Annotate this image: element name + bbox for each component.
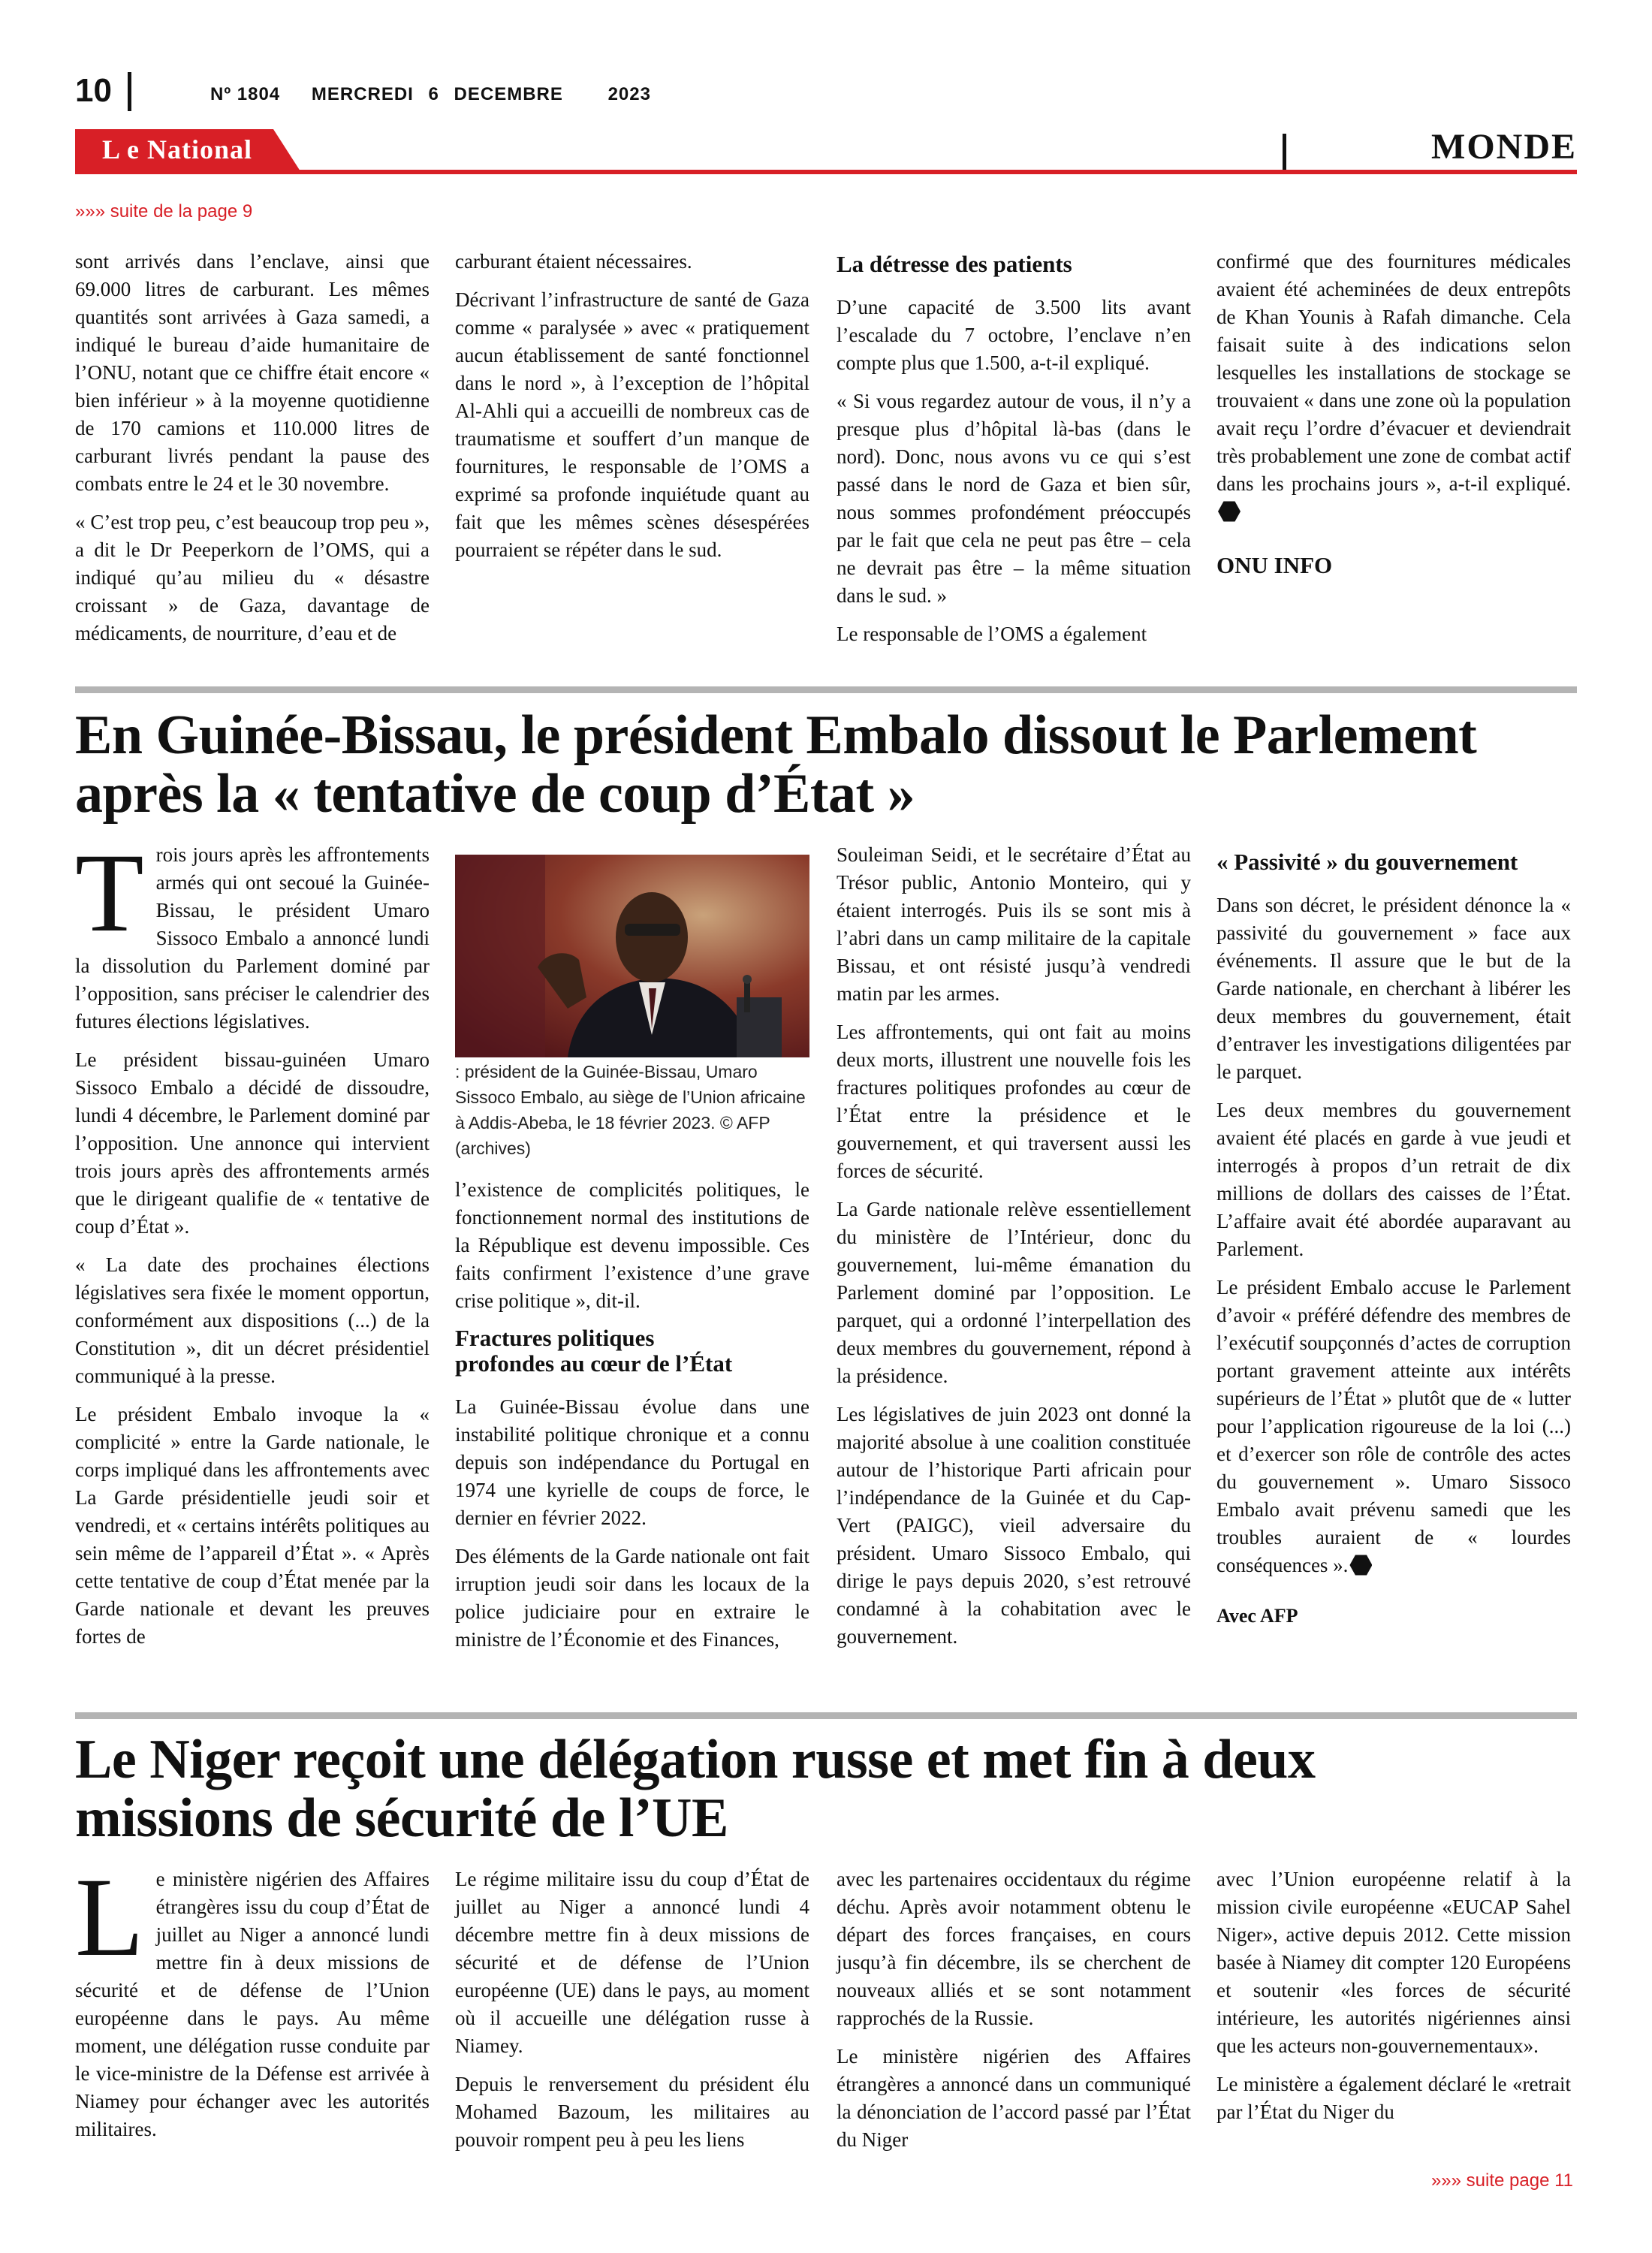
- article2-col2: [455, 1176, 809, 1664]
- paragraph: Le ministère a également déclaré le «retrait par l’État du Niger du: [1216, 2073, 1571, 2123]
- paragraph: sont arrivés dans l’enclave, ainsi que 69.000 litres de carburant. Les mêmes quantités sont arrivées à Gaza samedi, a indiqué le bureau d’aide humanitaire de l’ONU, notant que ce chiffre était encore « bien inférieur » à la moyenne quotidienne de 170 camions et 110.000 litres de carburant livrés pendant la pause des combats entre le 24 et le 30 novembre.: [75, 250, 430, 495]
- paragraph: Décrivant l’infrastructure de santé de Gaza comme « paralysée » avec « pratiquement aucun établissement de santé fonctionnel dans le nord », à l’exception de l’hôpital Al-Ahli qui a accueilli de nombreux cas de traumatisme et souffert d’un manque de fournitures, le responsable de l’OMS a exprimé sa profonde inquiétude quant au fait que les mêmes scènes désespérées pourraient se répéter dans le sud.: [455, 288, 809, 561]
- embalo-photo: [455, 855, 809, 1057]
- paragraph: Le régime militaire issu du coup d’État de juillet au Niger a annoncé lundi 4 décembre mettre fin à deux missions de sécurité et de défense de l’Union européenne (UE) dans le pays, au moment où il accueille une délégation russe à Niamey.: [455, 1868, 809, 2057]
- paragraph: Souleiman Seidi, et le secrétaire d’État au Trésor public, Antonio Monteiro, qui y étaient interrogés. Puis ils se sont mis à l’abri dans un camp militaire de la capitale Bissau, et ont résisté jusqu’à vendredi matin par les armes.: [837, 843, 1191, 1005]
- signature: Avec AFP: [1216, 1605, 1298, 1627]
- section-title: MONDE: [1431, 127, 1577, 167]
- paragraph: Depuis le renversement du président élu Mohamed Bazoum, les militaires au pouvoir rompent peu à peu les liens: [455, 2073, 809, 2151]
- paragraph: avec l’Union européenne relatif à la mission civile européenne «EUCAP Sahel Niger», active depuis 2012. Cette mission basée à Niamey dit compter 120 Européens et soutenir «les forces de sécurité intérieure, les autorités nigériennes ainsi que les acteurs non-gouvernementaux».: [1216, 1868, 1571, 2057]
- paragraph: Le président bissau-guinéen Umaro Sissoco Embalo a décidé de dissoudre, lundi 4 décembre, le Parlement dominé par l’opposition. Une annonce qui intervient trois jours après des affrontements armés que le dirigeant qualifie de « tentative de coup d’État ».: [75, 1048, 430, 1238]
- top-article-col4: [1216, 248, 1571, 579]
- paragraph: « C’est trop peu, c’est beaucoup trop peu », a dit le Dr Peeperkorn de l’OMS, qui a indiqué qu’au milieu du « désastre croissant » de Gaza, davantage de médicaments, de nourriture, d’eau et de: [75, 511, 430, 644]
- article3-col3: [837, 1865, 1191, 2164]
- top-article-col1: [75, 248, 430, 658]
- subheading-line: Fractures politiques: [455, 1325, 655, 1351]
- photo-caption: : président de la Guinée-Bissau, Umaro Sissoco Embalo, au siège de l’Union africaine à Addis-Abeba, le 18 février 2023. © AFP (archives): [455, 1062, 806, 1158]
- issue-day: 6: [428, 84, 439, 104]
- drop-cap: L: [75, 1855, 144, 1980]
- section-divider: [1283, 134, 1286, 170]
- paragraph: Dans son décret, le président dénonce la « passivité du gouvernement » face aux événements. Il assure que le but de la Garde nationale, en cherchant à libérer les deux membres du gouvernement, était d’entraver les investigations diligentées par le parquet.: [1216, 894, 1571, 1083]
- article2-col1: [75, 831, 430, 1661]
- paragraph: Les deux membres du gouvernement avaient été placés en garde à vue jeudi et interrogés à propos d’un retrait de dix millions de dollars des caisses de l’État. L’affaire avait été abordée auparavant au Parlement.: [1216, 1099, 1571, 1260]
- paragraph: D’une capacité de 3.500 lits avant l’escalade du 7 octobre, l’enclave n’en compte plus que 1.500, a-t-il expliqué.: [837, 296, 1191, 374]
- page-number-divider: [128, 72, 131, 111]
- top-article-col3: [837, 248, 1191, 659]
- paragraph-text: Le président Embalo accuse le Parlement d’avoir « préféré défendre des membres de l’exécutif soupçonnés d’actes de corruption portant gravement atteinte aux intérêts supérieurs de l’État » plutôt que de « lutter pour l’application rigoureuse de la loi (...) et d’exercer son rôle de contrôle des actes du gouvernement ». Umaro Sissoco Embalo avait prévenu samedi que les troubles auraient de « lourdes conséquences ».: [1216, 1276, 1571, 1576]
- paragraph: Les affrontements, qui ont fait au moins deux morts, illustrent une nouvelle fois les fractures politiques profondes au cœur de l’État entre la présidence et le gouvernement, et qui traversent aussi les forces de sécurité.: [837, 1021, 1191, 1182]
- president-photo-illustration: [455, 855, 809, 1057]
- lead-text: rois jours après les affrontements armés qui ont secoué la Guinée-Bissau, le président Umaro Sissoco Embalo a annoncé lundi la dissolution du Parlement dominé par l’opposition, sans préciser le calendrier des futures élections législatives.: [75, 843, 430, 1033]
- paragraph: La Guinée-Bissau évolue dans une instabilité politique chronique et a connu depuis son indépendance du Portugal en 1974 une kyrielle de coups de force, le dernier en février 2022.: [455, 1395, 809, 1529]
- lead-paragraph: [75, 831, 430, 1036]
- end-mark-icon: [1218, 500, 1241, 523]
- page-number: 10: [75, 72, 112, 109]
- paragraph: avec les partenaires occidentaux du régime déchu. Après avoir notamment obtenu le départ des forces françaises, en cours jusqu’à fin décembre, ils se cherchent de nouveaux alliés et se sont notamment rapprochés de la Russie.: [837, 1868, 1191, 2029]
- paragraph: [1216, 248, 1571, 526]
- issue-month: DECEMBRE: [454, 84, 563, 104]
- issue-number: Nº 1804: [210, 84, 281, 104]
- subheading: [455, 1326, 809, 1377]
- paragraph: Les législatives de juin 2023 ont donné la majorité absolue à une coalition constituée autour de l’historique Parti africain pour l’indépendance de la Guinée et du Cap-Vert (PAIGC), vieil adversaire du président. Umaro Sissoco Embalo, qui dirige le pays depuis 2020, s’est retrouvé condamné à la cohabitation avec le gouvernement.: [837, 1403, 1191, 1648]
- drop-cap: T: [75, 831, 144, 955]
- paragraph: Le responsable de l’OMS a également: [837, 623, 1147, 645]
- paragraph: Le ministère nigérien des Affaires étrangères a annoncé dans un communiqué la dénonciation de l’accord passé par l’État du Niger: [837, 2045, 1191, 2151]
- paragraph: Des éléments de la Garde nationale ont fait irruption jeudi soir dans les locaux de la police judiciaire pour en extraire le ministre de l’Économie et des Finances,: [455, 1545, 809, 1651]
- top-article-col2: [455, 248, 809, 575]
- lead-text: e ministère nigérien des Affaires étrangères issu du coup d’État de juillet au Niger a annoncé lundi mettre fin à deux missions de sécurité et de défense de l’Union européenne dans le pays. Au même moment, une délégation russe conduite par le vice-ministre de la Défense est arrivée à Niamey pour échanger avec les autorités militaires.: [75, 1868, 430, 2140]
- paragraph: [1216, 1274, 1571, 1579]
- subheading-line: profondes au cœur de l’État: [455, 1350, 733, 1377]
- article2-col4: [1216, 846, 1571, 1630]
- paragraph: carburant étaient nécessaires.: [455, 250, 692, 273]
- headline-line: En Guinée-Bissau, le président Embalo dissout le Parlement: [75, 704, 1477, 766]
- header-rule: [75, 170, 1577, 174]
- paragraph-text: confirmé que des fournitures médicales avaient été acheminées de deux entrepôts de Khan Younis à Rafah dimanche. Cela faisait suite à des indications selon lesquelles les installations de stockage se trouvaient « dans une zone où la population avait reçu l’ordre d’évacuer et deviendrait très probablement une zone de combat actif dans les prochains jours », a-t-il expliqué.: [1216, 250, 1571, 495]
- article2-col3: [837, 841, 1191, 1661]
- paragraph: « Si vous regardez autour de vous, il n’y a presque plus d’hôpital là-bas (dans le nord). Donc, nous avons vu ce qui s’est passé dans le nord de Gaza et bien sûr, nous sommes profondément préoccupés par le fait que cela ne peut pas être – cela ne devrait pas être – la même situation dans le sud. »: [837, 390, 1191, 607]
- continued-to: »»» suite page 11: [1430, 2170, 1573, 2191]
- issue-year: 2023: [607, 84, 651, 104]
- headline-guinea-bissau: [75, 706, 1592, 823]
- paragraph: La Garde nationale relève essentiellement du ministère de l’Intérieur, donc du gouvernement, lui-même émanation du Parlement dominé par l’opposition. Le parquet, qui a ordonné l’interpellation des deux membres du gouvernement, répond à la présidence.: [837, 1198, 1191, 1387]
- issue-line: [210, 84, 677, 105]
- headline-line: Le Niger reçoit une délégation russe et met fin à deux: [75, 1729, 1316, 1790]
- article-separator: [75, 1712, 1577, 1719]
- subheading: La détresse des patients: [837, 251, 1072, 277]
- end-mark-icon: [1349, 1554, 1372, 1576]
- article3-col2: [455, 1865, 809, 2164]
- article-separator: [75, 686, 1577, 693]
- issue-weekday: MERCREDI: [311, 84, 414, 104]
- brand-logo: L e National: [102, 134, 253, 164]
- paragraph: « La date des prochaines élections législatives sera fixée le moment opportun, conformément aux dispositions (...) de la Constitution », dit un décret présidentiel communiqué à la presse.: [75, 1253, 430, 1387]
- headline-niger: [75, 1730, 1592, 1847]
- subheading: « Passivité » du gouvernement: [1216, 849, 1518, 875]
- headline-line: missions de sécurité de l’UE: [75, 1787, 728, 1849]
- headline-line: après la « tentative de coup d’État »: [75, 763, 915, 825]
- lead-paragraph: [75, 1855, 430, 2143]
- paragraph: Le président Embalo invoque la « complicité » entre la Garde nationale, le corps impliqué dans les affrontements avec La Garde présidentielle jeudi soir et vendredi, et « certains intérêts politiques au sein même de l’appareil d’État ». « Après cette tentative de coup d’État menée par la Garde nationale et devant les preuves fortes de: [75, 1403, 430, 1648]
- paragraph: l’existence de complicités politiques, le fonctionnement normal des institutions de la République est devenu impossible. Ces faits confirment l’existence d’une grave crise politique », dit-il.: [455, 1178, 809, 1312]
- signature: ONU INFO: [1216, 552, 1333, 578]
- article3-col1: [75, 1855, 430, 2154]
- continued-from: »»» suite de la page 9: [75, 201, 253, 222]
- article3-col4: [1216, 1865, 1571, 2137]
